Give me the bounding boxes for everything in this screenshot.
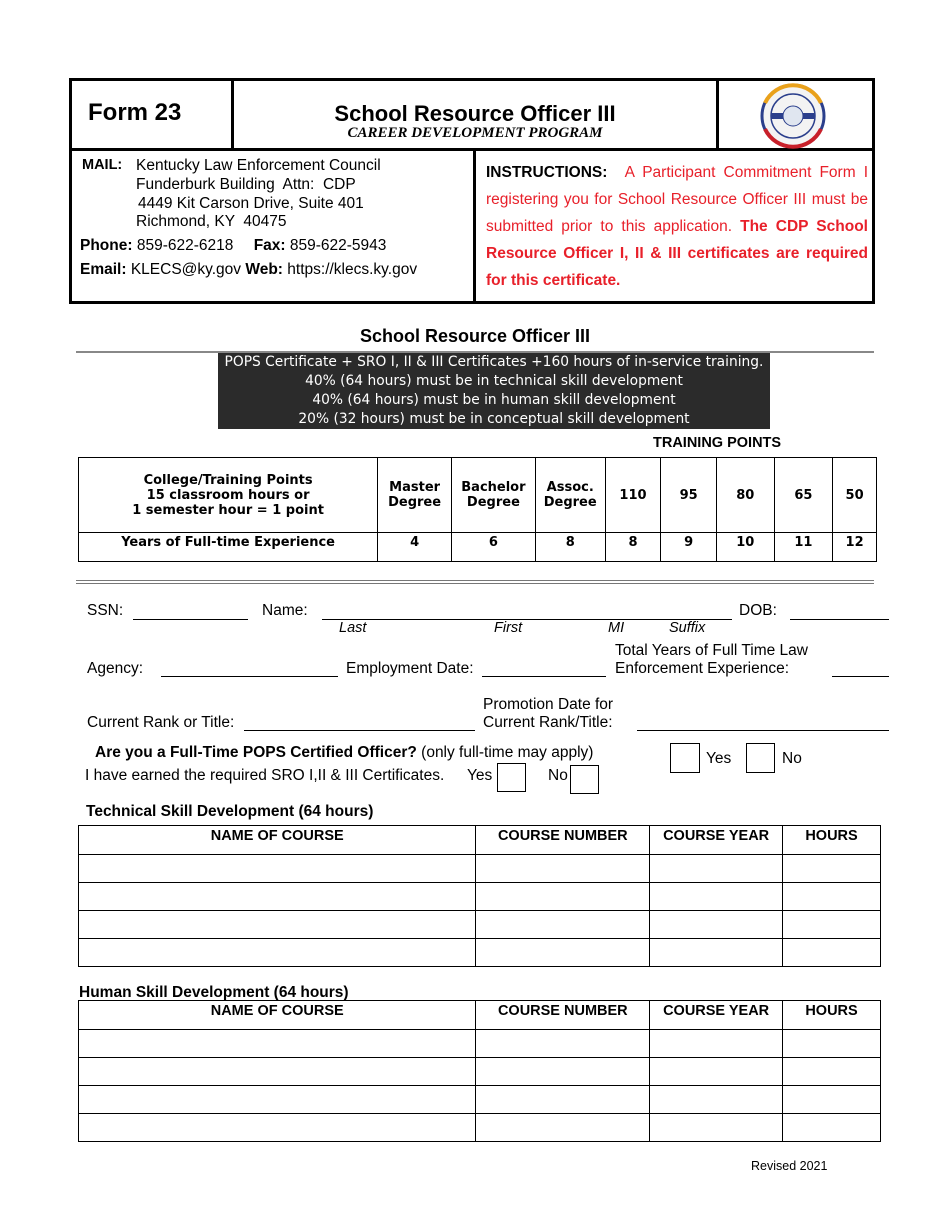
fax-value: 859-622-5943 [289, 237, 387, 254]
mail-line-1: Kentucky Law Enforcement Council [136, 157, 381, 174]
revised-note: Revised 2021 [751, 1159, 828, 1173]
course-hours-cell[interactable] [783, 1086, 881, 1114]
experience-cell: 11 [774, 533, 833, 562]
web-value[interactable]: https://klecs.ky.gov [287, 261, 418, 278]
form-number-cell [72, 81, 234, 151]
instructions-label: INSTRUCTIONS: [486, 164, 608, 181]
course-name-cell[interactable] [79, 855, 476, 883]
total-years-label-2: Enforcement Experience: [615, 660, 790, 677]
experience-cell: 12 [833, 533, 877, 562]
course-year-cell[interactable] [650, 1058, 783, 1086]
table-row [79, 883, 881, 911]
course-hours-cell[interactable] [783, 911, 881, 939]
course-number-cell[interactable] [476, 1114, 650, 1142]
course-name-cell[interactable] [79, 1114, 476, 1142]
course-hours-cell[interactable] [783, 1114, 881, 1142]
mail-line-2: Funderburk Building Attn: CDP [136, 176, 356, 193]
section-divider [76, 580, 874, 584]
experience-cell: 6 [452, 533, 536, 562]
rank-label: Current Rank or Title: [87, 714, 235, 731]
web-label: Web: [245, 261, 283, 278]
course-name-cell[interactable] [79, 1058, 476, 1086]
course-number-cell[interactable] [476, 911, 650, 939]
course-number-cell[interactable] [476, 883, 650, 911]
name-first-caption: First [494, 620, 523, 636]
promotion-date-input[interactable] [637, 730, 889, 731]
training-points-title: TRAINING POINTS [653, 435, 782, 451]
employment-date-input[interactable] [482, 676, 606, 677]
column-header-hours: HOURS [783, 826, 881, 855]
points-row-label [79, 458, 378, 533]
sro-statement: I have earned the required SRO I,II & III Certificates. [85, 767, 445, 784]
points-label-line: 15 classroom hours or [146, 487, 310, 503]
column-header-year: COURSE YEAR [650, 1001, 783, 1030]
cdp-seal-icon [753, 83, 833, 149]
title-cell [234, 81, 719, 151]
name-mi-caption: MI [608, 620, 625, 636]
mail-label: MAIL: [82, 157, 123, 173]
table-row [79, 1058, 881, 1086]
table-row [79, 533, 877, 562]
form-title: School Resource Officer III [334, 101, 616, 126]
phone-value: 859-622-6218 [136, 237, 234, 254]
course-number-cell[interactable] [476, 1058, 650, 1086]
course-name-cell[interactable] [79, 1086, 476, 1114]
table-row [79, 1086, 881, 1114]
points-cell-text: Bachelor [461, 480, 526, 495]
course-number-cell[interactable] [476, 939, 650, 967]
course-number-cell[interactable] [476, 1086, 650, 1114]
points-cell: 50 [833, 458, 877, 533]
phone-line [80, 237, 386, 255]
requirements-line: 40% (64 hours) must be in human skill development [312, 392, 676, 408]
name-last-caption: Last [339, 620, 367, 636]
table-row [79, 911, 881, 939]
table-row [79, 1030, 881, 1058]
experience-cell: 8 [605, 533, 661, 562]
logo-cell [719, 81, 872, 151]
agency-label: Agency: [87, 660, 144, 677]
pops-question-text: Are you a Full-Time POPS Certified Officer? [95, 744, 417, 761]
points-cell: 110 [605, 458, 661, 533]
mail-line-4: Richmond, KY 40475 [136, 213, 287, 230]
column-header-name: NAME OF COURSE [79, 1001, 476, 1030]
column-header-hours: HOURS [783, 1001, 881, 1030]
dob-input[interactable] [790, 619, 889, 620]
experience-row-label: Years of Full-time Experience [79, 533, 378, 562]
form-header [69, 78, 875, 304]
points-cell: 65 [774, 458, 833, 533]
experience-cell: 4 [378, 533, 452, 562]
technical-course-table [78, 825, 881, 967]
course-year-cell[interactable] [650, 1114, 783, 1142]
pops-no-label: No [782, 750, 802, 767]
pops-question [95, 744, 593, 762]
email-line [80, 261, 417, 279]
name-suffix-caption: Suffix [669, 620, 706, 636]
course-name-cell[interactable] [79, 1030, 476, 1058]
pops-yes-label: Yes [706, 750, 732, 767]
human-course-table [78, 1000, 881, 1142]
rank-input[interactable] [244, 730, 475, 731]
pops-yes-checkbox[interactable] [670, 743, 700, 773]
mail-line-3: 4449 Kit Carson Drive, Suite 401 [138, 195, 364, 212]
course-name-cell[interactable] [79, 911, 476, 939]
agency-input[interactable] [161, 676, 338, 677]
course-name-cell[interactable] [79, 939, 476, 967]
points-cell [535, 458, 605, 533]
sro-no-label: No [548, 767, 568, 784]
instructions-bold-text: The CDP School Resource Officer I, II & III certificates are required for this certificate. [486, 218, 868, 289]
dob-label: DOB: [739, 602, 777, 619]
requirements-line: 40% (64 hours) must be in technical skill development [305, 373, 683, 389]
requirements-box [218, 353, 770, 429]
table-row [79, 939, 881, 967]
sro-yes-checkbox[interactable] [497, 763, 526, 792]
total-years-label-1: Total Years of Full Time Law [615, 642, 808, 659]
pops-note: (only full-time may apply) [421, 744, 594, 761]
course-year-cell[interactable] [650, 939, 783, 967]
pops-no-checkbox[interactable] [746, 743, 775, 773]
course-year-cell[interactable] [650, 1086, 783, 1114]
points-cell: 95 [661, 458, 717, 533]
points-cell-text: Degree [543, 495, 597, 510]
requirements-line: POPS Certificate + SRO I, II & III Certificates +160 hours of in-service training. [224, 354, 764, 370]
sro-no-checkbox[interactable] [570, 765, 599, 794]
course-hours-cell[interactable] [783, 1058, 881, 1086]
experience-cell: 9 [661, 533, 717, 562]
promotion-date-label-1: Promotion Date for [483, 696, 614, 713]
promotion-date-label-2: Current Rank/Title: [483, 714, 613, 731]
points-cell [452, 458, 536, 533]
total-years-input[interactable] [832, 676, 889, 677]
course-number-cell[interactable] [476, 855, 650, 883]
ssn-label: SSN: [87, 602, 124, 619]
form-number: Form 23 [88, 99, 182, 126]
course-hours-cell[interactable] [783, 939, 881, 967]
table-row [79, 1114, 881, 1142]
course-year-cell[interactable] [650, 911, 783, 939]
instructions-block [476, 151, 872, 301]
column-header-number: COURSE NUMBER [476, 826, 650, 855]
mail-block [72, 151, 476, 301]
email-label: Email: [80, 261, 127, 278]
points-cell-text: Master [389, 480, 441, 495]
points-label-line: 1 semester hour = 1 point [132, 502, 324, 518]
experience-cell: 8 [535, 533, 605, 562]
column-header-year: COURSE YEAR [650, 826, 783, 855]
points-label-line: College/Training Points [143, 472, 313, 488]
points-cell-text: Assoc. [546, 480, 594, 495]
column-header-number: COURSE NUMBER [476, 1001, 650, 1030]
sro-yes-label: Yes [467, 767, 493, 784]
training-points-table [78, 457, 877, 562]
fax-label: Fax: [253, 237, 286, 254]
table-header-row [79, 1001, 881, 1030]
course-number-cell[interactable] [476, 1030, 650, 1058]
table-header-row [79, 826, 881, 855]
experience-cell: 10 [716, 533, 774, 562]
course-year-cell[interactable] [650, 1030, 783, 1058]
requirements-title: School Resource Officer III [359, 326, 591, 346]
course-hours-cell[interactable] [783, 883, 881, 911]
employment-date-label: Employment Date: [346, 660, 474, 677]
form-subtitle: CAREER DEVELOPMENT PROGRAM [347, 125, 603, 141]
phone-label: Phone: [80, 237, 133, 254]
human-section-title: Human Skill Development (64 hours) [79, 984, 349, 1001]
ssn-input[interactable] [133, 619, 248, 620]
course-year-cell[interactable] [650, 855, 783, 883]
column-header-name: NAME OF COURSE [79, 826, 476, 855]
table-row [79, 458, 877, 533]
technical-section-title: Technical Skill Development (64 hours) [86, 803, 374, 820]
course-year-cell[interactable] [650, 883, 783, 911]
requirements-line: 20% (32 hours) must be in conceptual skill development [298, 411, 690, 427]
table-row [79, 855, 881, 883]
course-hours-cell[interactable] [783, 1030, 881, 1058]
name-label: Name: [262, 602, 308, 619]
points-cell-text: Degree [388, 495, 442, 510]
points-cell [378, 458, 452, 533]
instructions-text: A Participant Commitment Form I registering you for School Resource Officer III must be submitted prior to this application. [486, 164, 868, 235]
course-name-cell[interactable] [79, 883, 476, 911]
points-cell-text: Degree [466, 495, 520, 510]
course-hours-cell[interactable] [783, 855, 881, 883]
email-value[interactable]: KLECS@ky.gov [130, 261, 242, 278]
points-cell: 80 [716, 458, 774, 533]
